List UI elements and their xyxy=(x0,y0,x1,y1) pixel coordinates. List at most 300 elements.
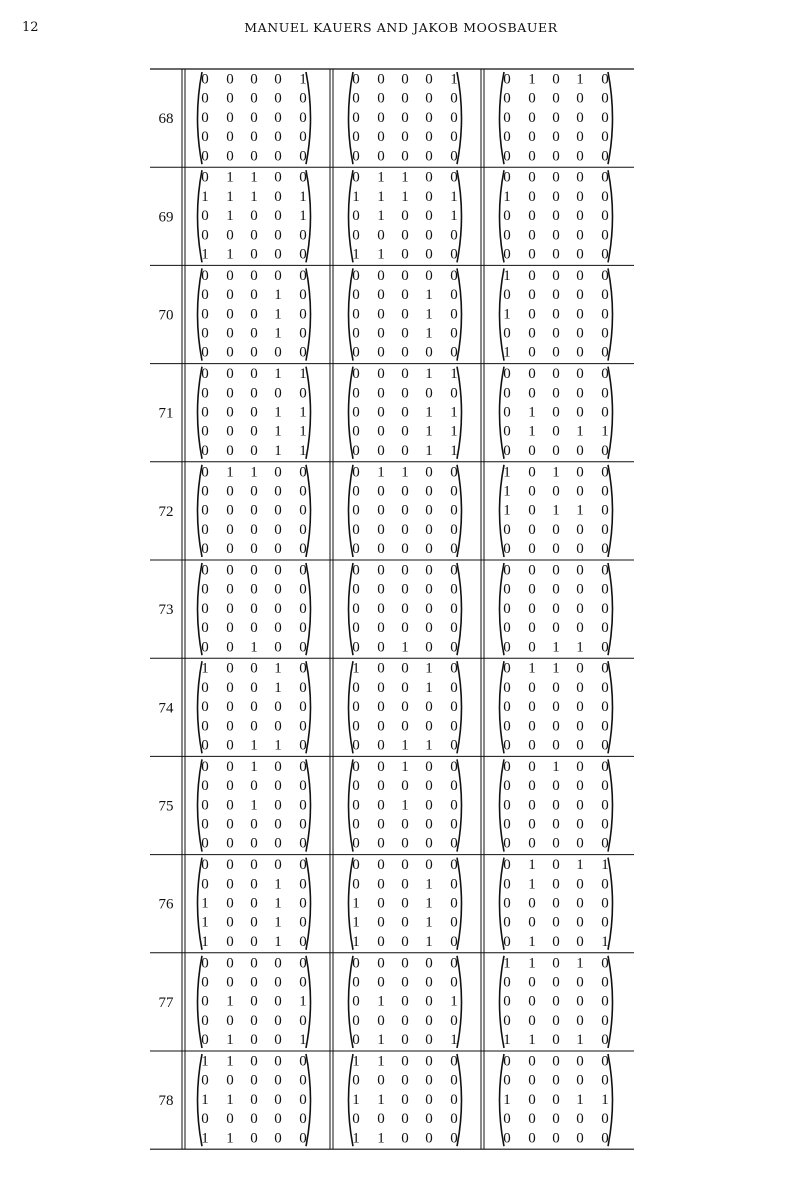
matrix-entry: 0 xyxy=(576,267,584,284)
matrix-entry: 0 xyxy=(377,857,385,874)
matrix-entry: 0 xyxy=(401,366,409,383)
matrix-entry: 0 xyxy=(450,287,458,304)
matrix-entry: 0 xyxy=(576,464,584,481)
matrix-entry: 0 xyxy=(450,797,458,814)
matrix-entry: 0 xyxy=(274,797,282,814)
matrix-entry: 0 xyxy=(425,483,433,500)
matrix-entry: 0 xyxy=(377,581,385,598)
matrix-entry: 0 xyxy=(528,835,536,852)
matrix-entry: 0 xyxy=(250,1032,258,1049)
matrix-entry: 0 xyxy=(552,797,560,814)
matrix-entry: 0 xyxy=(552,620,560,637)
matrix-entry: 0 xyxy=(601,639,609,656)
matrix-entry: 0 xyxy=(450,1053,458,1070)
matrix-entry: 0 xyxy=(250,90,258,107)
matrix-entry: 0 xyxy=(576,699,584,716)
matrix-entry: 0 xyxy=(503,758,511,775)
matrix-entry: 0 xyxy=(377,423,385,440)
matrix-entry: 0 xyxy=(528,464,536,481)
matrix-entry: 0 xyxy=(274,246,282,263)
matrix-entry: 1 xyxy=(601,1091,609,1108)
matrix-entry: 1 xyxy=(425,423,433,440)
matrix-entry: 0 xyxy=(601,227,609,244)
matrix-entry: 0 xyxy=(503,778,511,795)
matrix-entry: 0 xyxy=(503,129,511,146)
matrix-entry: 1 xyxy=(352,933,360,950)
matrix-entry: 0 xyxy=(425,797,433,814)
matrix-entry: 0 xyxy=(274,267,282,284)
matrix-entry: 1 xyxy=(274,325,282,342)
matrix-entry: 0 xyxy=(576,287,584,304)
matrix-entry: 0 xyxy=(552,1053,560,1070)
matrix-entry: 0 xyxy=(425,71,433,88)
matrix-entry: 1 xyxy=(450,71,458,88)
matrix-entry: 1 xyxy=(425,442,433,459)
matrix-entry: 0 xyxy=(274,857,282,874)
matrix-entry: 0 xyxy=(601,306,609,323)
matrix-entry: 1 xyxy=(401,188,409,205)
matrix-entry: 1 xyxy=(450,423,458,440)
matrix-entry: 1 xyxy=(250,758,258,775)
matrix-entry: 0 xyxy=(552,699,560,716)
matrix-entry: 0 xyxy=(226,442,234,459)
matrix-entry: 0 xyxy=(401,325,409,342)
matrix-entry: 0 xyxy=(601,521,609,538)
matrix-entry: 0 xyxy=(552,857,560,874)
matrix-entry: 0 xyxy=(425,1072,433,1089)
matrix-entry: 0 xyxy=(450,148,458,165)
matrix-entry: 0 xyxy=(201,816,209,833)
matrix-entry: 0 xyxy=(201,778,209,795)
matrix-entry: 1 xyxy=(528,423,536,440)
matrix-entry: 1 xyxy=(274,895,282,912)
matrix-entry: 0 xyxy=(528,895,536,912)
matrix-entry: 0 xyxy=(425,169,433,186)
matrix-entry: 0 xyxy=(552,267,560,284)
matrix-entry: 0 xyxy=(274,71,282,88)
matrix-entry: 0 xyxy=(425,562,433,579)
matrix-entry: 0 xyxy=(377,718,385,735)
matrix-entry: 0 xyxy=(401,423,409,440)
matrix-entry: 0 xyxy=(576,758,584,775)
row-label: 72 xyxy=(158,503,174,520)
matrix-entry: 1 xyxy=(576,857,584,874)
matrix-entry: 0 xyxy=(450,758,458,775)
matrix-entry: 0 xyxy=(299,502,307,519)
matrix-entry: 0 xyxy=(503,639,511,656)
matrix-entry: 0 xyxy=(274,1111,282,1128)
matrix-entry: 0 xyxy=(226,90,234,107)
matrix-entry: 0 xyxy=(425,955,433,972)
matrix-entry: 0 xyxy=(352,679,360,696)
matrix-entry: 0 xyxy=(503,404,511,421)
matrix-entry: 0 xyxy=(274,718,282,735)
matrix-entry: 0 xyxy=(401,404,409,421)
matrix-entry: 0 xyxy=(352,1032,360,1049)
matrix-entry: 0 xyxy=(450,639,458,656)
matrix-entry: 0 xyxy=(377,344,385,361)
matrix-entry: 0 xyxy=(552,109,560,126)
matrix-entry: 0 xyxy=(401,816,409,833)
matrix-entry: 0 xyxy=(352,521,360,538)
matrix-entry: 0 xyxy=(352,423,360,440)
matrix-entry: 0 xyxy=(226,660,234,677)
matrix-entry: 1 xyxy=(601,933,609,950)
matrix-entry: 0 xyxy=(450,246,458,263)
matrix-entry: 0 xyxy=(299,737,307,754)
matrix-entry: 0 xyxy=(299,778,307,795)
matrix-entry: 0 xyxy=(250,267,258,284)
matrix-entry: 0 xyxy=(601,366,609,383)
matrix-entry: 0 xyxy=(352,758,360,775)
matrix-entry: 0 xyxy=(450,267,458,284)
matrix-entry: 0 xyxy=(250,483,258,500)
matrix-entry: 1 xyxy=(377,1053,385,1070)
matrix-entry: 0 xyxy=(576,442,584,459)
matrix-entry: 1 xyxy=(226,1130,234,1147)
matrix-entry: 0 xyxy=(528,366,536,383)
matrix-entry: 0 xyxy=(552,129,560,146)
matrix-entry: 0 xyxy=(576,344,584,361)
matrix-entry: 1 xyxy=(226,169,234,186)
matrix-entry: 0 xyxy=(552,778,560,795)
matrix-entry: 0 xyxy=(226,955,234,972)
matrix-entry: 1 xyxy=(552,639,560,656)
matrix-entry: 0 xyxy=(352,109,360,126)
matrix-entry: 0 xyxy=(576,778,584,795)
matrix-entry: 0 xyxy=(601,914,609,931)
matrix-entry: 0 xyxy=(299,974,307,991)
matrix-entry: 0 xyxy=(601,502,609,519)
matrix-entry: 0 xyxy=(226,109,234,126)
matrix-entry: 0 xyxy=(201,109,209,126)
matrix-entry: 0 xyxy=(601,797,609,814)
matrix-entry: 0 xyxy=(450,1130,458,1147)
matrix-entry: 0 xyxy=(352,227,360,244)
matrix-entry: 0 xyxy=(503,933,511,950)
matrix-entry: 0 xyxy=(601,974,609,991)
matrix-entry: 0 xyxy=(377,1072,385,1089)
matrix-entry: 0 xyxy=(226,778,234,795)
matrix-entry: 0 xyxy=(274,109,282,126)
matrix-entry: 0 xyxy=(450,90,458,107)
matrix-entry: 0 xyxy=(576,718,584,735)
matrix-entry: 0 xyxy=(299,109,307,126)
matrix-entry: 0 xyxy=(503,1111,511,1128)
matrix-entry: 1 xyxy=(352,188,360,205)
matrix-entry: 0 xyxy=(226,835,234,852)
matrix-entry: 1 xyxy=(401,639,409,656)
matrix-entry: 0 xyxy=(450,562,458,579)
matrix-entry: 0 xyxy=(576,404,584,421)
matrix-entry: 1 xyxy=(250,797,258,814)
matrix-entry: 0 xyxy=(401,71,409,88)
matrix-entry: 0 xyxy=(201,679,209,696)
matrix-entry: 0 xyxy=(552,1111,560,1128)
matrix-entry: 1 xyxy=(377,464,385,481)
matrix-entry: 1 xyxy=(601,857,609,874)
matrix-entry: 0 xyxy=(274,639,282,656)
matrix-entry: 0 xyxy=(201,955,209,972)
matrix-entry: 1 xyxy=(250,737,258,754)
matrix-entry: 0 xyxy=(503,423,511,440)
matrix-entry: 0 xyxy=(352,404,360,421)
matrix-entry: 0 xyxy=(299,385,307,402)
matrix-entry: 0 xyxy=(601,404,609,421)
matrix-entry: 0 xyxy=(552,1091,560,1108)
matrix-entry: 1 xyxy=(576,955,584,972)
matrix-entry: 0 xyxy=(401,699,409,716)
matrix-entry: 1 xyxy=(274,679,282,696)
matrix-entry: 0 xyxy=(552,287,560,304)
matrix-entry: 0 xyxy=(528,737,536,754)
matrix-entry: 0 xyxy=(450,1072,458,1089)
matrix-entry: 0 xyxy=(250,541,258,558)
matrix-entry: 1 xyxy=(528,660,536,677)
matrix-entry: 0 xyxy=(552,148,560,165)
matrix-entry: 1 xyxy=(425,325,433,342)
matrix-entry: 0 xyxy=(552,895,560,912)
matrix-entry: 0 xyxy=(250,620,258,637)
matrix-entry: 0 xyxy=(503,109,511,126)
matrix-entry: 1 xyxy=(352,914,360,931)
matrix-entry: 0 xyxy=(576,129,584,146)
matrix-entry: 1 xyxy=(425,306,433,323)
matrix-entry: 0 xyxy=(576,208,584,225)
matrix-entry: 0 xyxy=(401,876,409,893)
matrix-entry: 0 xyxy=(352,148,360,165)
matrix-entry: 1 xyxy=(352,895,360,912)
matrix-entry: 0 xyxy=(250,1111,258,1128)
matrix-entry: 0 xyxy=(274,502,282,519)
matrix-entry: 0 xyxy=(352,90,360,107)
matrix-entry: 0 xyxy=(299,660,307,677)
matrix-entry: 0 xyxy=(201,600,209,617)
matrix-entry: 0 xyxy=(425,581,433,598)
matrix-entry: 0 xyxy=(528,385,536,402)
matrix-entry: 0 xyxy=(576,1130,584,1147)
matrix-entry: 0 xyxy=(250,600,258,617)
matrix-entry: 1 xyxy=(528,876,536,893)
matrix-entry: 0 xyxy=(250,895,258,912)
matrix-entry: 0 xyxy=(401,933,409,950)
matrix-entry: 0 xyxy=(601,344,609,361)
matrix-entry: 0 xyxy=(528,208,536,225)
matrix-entry: 0 xyxy=(377,758,385,775)
matrix-entry: 0 xyxy=(201,974,209,991)
matrix-entry: 0 xyxy=(377,541,385,558)
matrix-entry: 0 xyxy=(528,914,536,931)
matrix-entry: 0 xyxy=(425,620,433,637)
matrix-entry: 0 xyxy=(552,581,560,598)
matrix-entry: 0 xyxy=(226,816,234,833)
matrix-entry: 0 xyxy=(274,464,282,481)
matrix-entry: 0 xyxy=(274,129,282,146)
matrix-entry: 0 xyxy=(450,737,458,754)
matrix-entry: 0 xyxy=(201,385,209,402)
matrix-entry: 0 xyxy=(299,600,307,617)
matrix-entry: 0 xyxy=(250,974,258,991)
matrix-entry: 0 xyxy=(226,620,234,637)
matrix-entry: 0 xyxy=(528,816,536,833)
matrix-entry: 0 xyxy=(503,797,511,814)
matrix-entry: 0 xyxy=(250,227,258,244)
matrix-entry: 0 xyxy=(552,562,560,579)
matrix-entry: 0 xyxy=(528,109,536,126)
matrix-entry: 0 xyxy=(528,699,536,716)
matrix-entry: 0 xyxy=(601,169,609,186)
matrix-entry: 0 xyxy=(299,129,307,146)
matrix-entry: 0 xyxy=(401,857,409,874)
matrix-entry: 0 xyxy=(601,442,609,459)
matrix-entry: 0 xyxy=(377,442,385,459)
matrix-entry: 0 xyxy=(425,718,433,735)
matrix-entry: 1 xyxy=(528,955,536,972)
matrix-entry: 0 xyxy=(250,109,258,126)
matrix-entry: 0 xyxy=(201,325,209,342)
matrix-entry: 1 xyxy=(352,1091,360,1108)
matrix-entry: 0 xyxy=(299,639,307,656)
matrix-entry: 0 xyxy=(377,620,385,637)
matrix-entry: 0 xyxy=(503,246,511,263)
matrix-entry: 0 xyxy=(274,1032,282,1049)
matrix-entry: 0 xyxy=(250,914,258,931)
matrix-entry: 0 xyxy=(528,246,536,263)
matrix-entry: 1 xyxy=(503,1091,511,1108)
matrix-entry: 0 xyxy=(528,758,536,775)
matrix-entry: 0 xyxy=(377,816,385,833)
matrix-entry: 0 xyxy=(250,718,258,735)
matrix-entry: 0 xyxy=(226,344,234,361)
matrix-entry: 1 xyxy=(503,1032,511,1049)
matrix-entry: 0 xyxy=(528,148,536,165)
matrix-entry: 0 xyxy=(274,188,282,205)
matrix-entry: 0 xyxy=(601,876,609,893)
matrix-entry: 1 xyxy=(576,1091,584,1108)
matrix-entry: 1 xyxy=(503,483,511,500)
matrix-entry: 0 xyxy=(377,521,385,538)
matrix-entry: 0 xyxy=(425,600,433,617)
matrix-entry: 1 xyxy=(226,188,234,205)
matrix-entry: 0 xyxy=(528,1130,536,1147)
matrix-entry: 0 xyxy=(250,1130,258,1147)
matrix-entry: 0 xyxy=(226,483,234,500)
matrix-entry: 0 xyxy=(503,1072,511,1089)
matrix-entry: 0 xyxy=(299,620,307,637)
matrix-entry: 0 xyxy=(576,246,584,263)
matrix-entry: 0 xyxy=(250,993,258,1010)
matrix-entry: 0 xyxy=(576,835,584,852)
matrix-entry: 1 xyxy=(450,1032,458,1049)
matrix-entry: 0 xyxy=(528,502,536,519)
matrix-entry: 0 xyxy=(250,1072,258,1089)
matrix-entry: 0 xyxy=(250,423,258,440)
matrix-entry: 0 xyxy=(503,71,511,88)
matrix-entry: 0 xyxy=(274,778,282,795)
matrix-entry: 0 xyxy=(401,600,409,617)
matrix-entry: 0 xyxy=(528,521,536,538)
matrix-entry: 0 xyxy=(552,227,560,244)
matrix-entry: 0 xyxy=(425,109,433,126)
matrix-entry: 0 xyxy=(201,857,209,874)
matrix-entry: 0 xyxy=(352,267,360,284)
matrix-entry: 1 xyxy=(528,404,536,421)
matrix-entry: 0 xyxy=(528,306,536,323)
matrix-entry: 0 xyxy=(226,562,234,579)
matrix-entry: 0 xyxy=(377,562,385,579)
matrix-entry: 0 xyxy=(528,718,536,735)
matrix-entry: 0 xyxy=(352,1012,360,1029)
matrix-entry: 0 xyxy=(450,109,458,126)
matrix-entry: 0 xyxy=(377,109,385,126)
matrix-entry: 0 xyxy=(450,620,458,637)
matrix-entry: 0 xyxy=(401,679,409,696)
matrix-entry: 1 xyxy=(425,895,433,912)
matrix-entry: 0 xyxy=(552,344,560,361)
matrix-entry: 0 xyxy=(377,974,385,991)
matrix-entry: 0 xyxy=(352,208,360,225)
matrix-entry: 1 xyxy=(250,188,258,205)
matrix-entry: 0 xyxy=(528,1091,536,1108)
matrix-entry: 0 xyxy=(528,581,536,598)
matrix-entry: 0 xyxy=(377,933,385,950)
matrix-entry: 0 xyxy=(377,797,385,814)
matrix-entry: 0 xyxy=(450,521,458,538)
matrix-entry: 1 xyxy=(401,758,409,775)
matrix-entry: 0 xyxy=(299,797,307,814)
matrix-entry: 1 xyxy=(201,1091,209,1108)
matrix-entry: 0 xyxy=(226,148,234,165)
matrix-entry: 0 xyxy=(425,1091,433,1108)
matrix-entry: 0 xyxy=(352,562,360,579)
matrix-entry: 0 xyxy=(250,816,258,833)
matrix-entry: 0 xyxy=(503,442,511,459)
matrix-entry: 0 xyxy=(552,1032,560,1049)
matrix-entry: 0 xyxy=(201,581,209,598)
matrix-entry: 0 xyxy=(601,1130,609,1147)
matrix-entry: 0 xyxy=(352,955,360,972)
matrix-entry: 0 xyxy=(274,541,282,558)
matrix-entry: 1 xyxy=(377,169,385,186)
matrix-entry: 0 xyxy=(274,385,282,402)
matrix-entry: 1 xyxy=(274,660,282,677)
matrix-entry: 0 xyxy=(552,71,560,88)
matrix-entry: 0 xyxy=(201,835,209,852)
matrix-entry: 0 xyxy=(226,895,234,912)
matrix-entry: 0 xyxy=(201,464,209,481)
matrix-entry: 0 xyxy=(377,366,385,383)
matrix-entry: 1 xyxy=(201,914,209,931)
matrix-entry: 0 xyxy=(528,227,536,244)
matrix-entry: 0 xyxy=(299,562,307,579)
matrix-entry: 0 xyxy=(377,90,385,107)
matrix-entry: 0 xyxy=(352,816,360,833)
matrix-entry: 0 xyxy=(250,502,258,519)
matrix-entry: 0 xyxy=(226,325,234,342)
matrix-entry: 1 xyxy=(250,169,258,186)
matrix-entry: 0 xyxy=(201,876,209,893)
matrix-entry: 0 xyxy=(274,90,282,107)
matrix-entry: 0 xyxy=(250,1091,258,1108)
matrix-entry: 1 xyxy=(201,1053,209,1070)
matrix-entry: 0 xyxy=(299,90,307,107)
matrix-entry: 0 xyxy=(352,287,360,304)
matrix-entry: 0 xyxy=(601,541,609,558)
row-label: 68 xyxy=(158,111,174,128)
matrix-entry: 0 xyxy=(299,857,307,874)
matrix-entry: 0 xyxy=(601,483,609,500)
matrix-entry: 1 xyxy=(226,1091,234,1108)
